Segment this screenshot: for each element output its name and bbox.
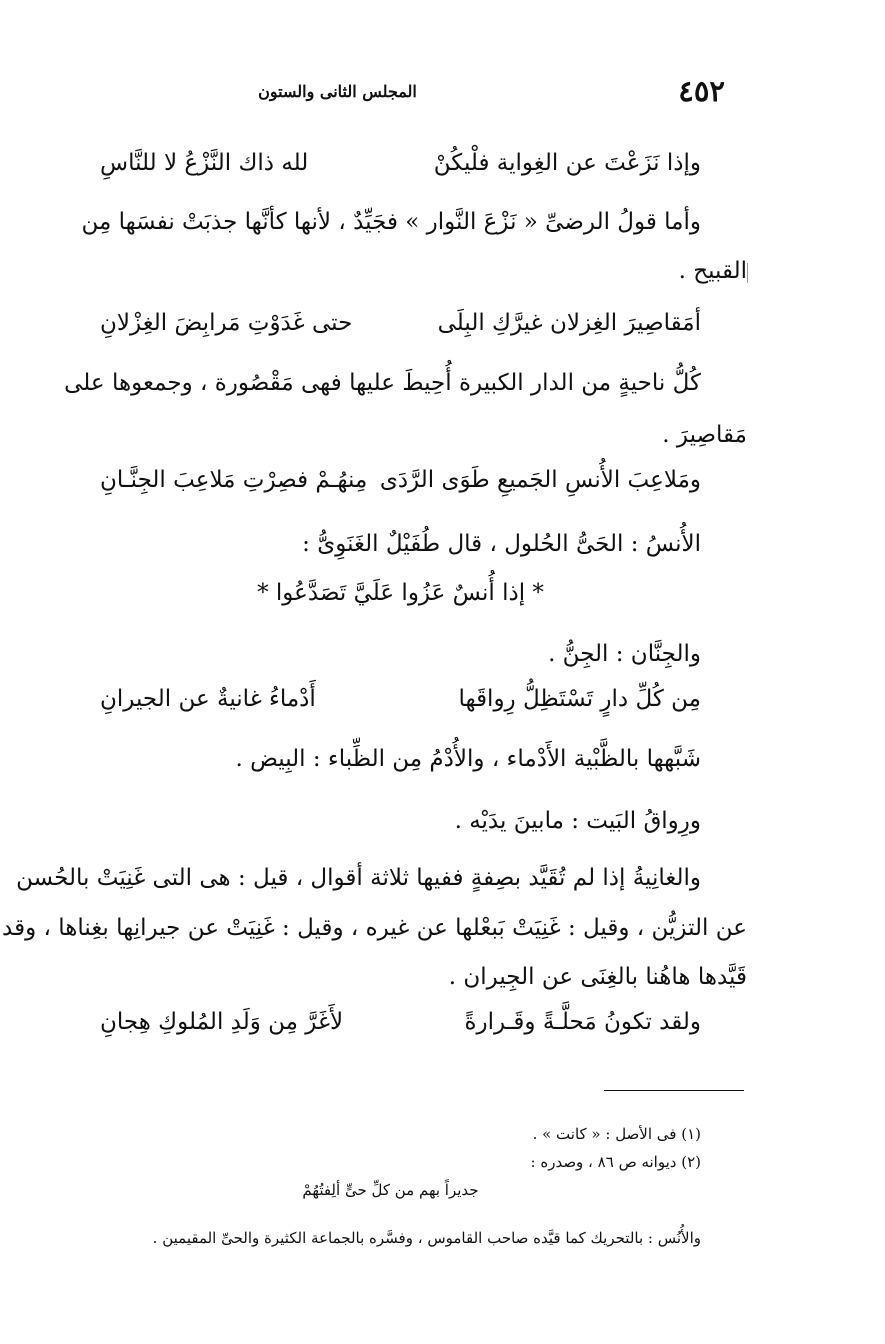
paragraph-2-line-2: مَقاصِيرَ .	[662, 422, 747, 448]
page-number: ٤٥٢	[678, 74, 725, 108]
verse-1-second-hemistich: لله ذاك النَّزْعُ لا للنَّاسِ	[100, 150, 309, 176]
verse-5	[100, 1000, 701, 1044]
verse-4	[100, 677, 701, 721]
verse-4-first-hemistich: مِن كُلِّ دارٍ تَسْتَظِلُّ رِواقَها	[458, 686, 701, 712]
verse-3-first-hemistich: ومَلاعِبَ الأُنسِ الجَميعِ طَوَى الرَّدَى	[379, 467, 701, 493]
paragraph-4-line-1: والجِنَّان : الجِنُّ .	[548, 641, 701, 667]
verse-2-second-hemistich: حتى غَدَوْتِ مَرابِضَ الغِزْلانِ	[100, 310, 353, 336]
verse-4-second-hemistich: أَدْماءُ غانيةٌ عن الجيرانِ	[100, 686, 316, 712]
margin-mark	[747, 263, 748, 283]
paragraph-7-line-3: قَيَّدها هاهُنا بالغِنَى عن الجِيران .	[448, 964, 747, 990]
verse-3	[100, 458, 701, 502]
paragraph-5-line-1: شَبَّهها بالظَّبْية الأَدْماء ، والأُدْمُ مِن الظِّباء : البِيض .	[235, 746, 701, 772]
footnote-1: (١) فى الأصل : « كانت » .	[532, 1125, 701, 1143]
paragraph-3-line-1: الأُنسُ : الحَىُّ الحُلول ، قال طُفَيْلٌ الغَنَوِىُّ :	[302, 531, 701, 557]
verse-2	[100, 301, 701, 345]
verse-3-second-hemistich: مِنهُـمْ فصِرْتِ مَلاعِبَ الجِنَّـانِ	[100, 467, 368, 493]
verse-2-first-hemistich: أمَقاصِيرَ الغِزلان غيرَّكِ البِلَى	[437, 310, 701, 336]
footnote-separator	[604, 1090, 744, 1091]
paragraph-7-line-2: عن التزيُّن ، وقيل : غَنِيَتْ بَبعْلها عن غيره ، وقيل : غَنِيَتْ عن جيرانِها بغِناها ، وقد	[2, 915, 747, 941]
footnote-2-verse: جديراً بهم من كلِّ حىٍّ ألِفتُهُمْ	[302, 1181, 479, 1199]
page-header	[60, 74, 725, 108]
paragraph-2-line-1: كُلُّ ناحيةٍ من الدار الكبيرة أُحِيطَ عليها فهى مَقْصُورة ، وجمعوها على	[64, 370, 701, 396]
paragraph-6-line-1: ورِواقُ البَيت : مابينَ يدَيْه .	[454, 808, 701, 834]
verse-1-first-hemistich: وإذا نَزَعْتَ عن الغِواية فلْيكُنْ	[433, 150, 701, 176]
running-title: المجلس الثانى والستون	[258, 82, 417, 101]
verse-5-second-hemistich: لأَغَرَّ مِن وَلَدِ المُلوكِ هِجانِ	[100, 1009, 344, 1035]
footnote-3: والأُنُس : بالتحريك كما قيَّده صاحب القاموس ، وفسَّره بالجماعة الكثيرة والحىِّ المقيمين .	[152, 1229, 701, 1247]
verse-1	[100, 141, 701, 185]
paragraph-1-line-2: القبيح .	[678, 258, 747, 284]
paragraph-1-line-1: وأما قولُ الرضىِّ « نَزْعَ النَّوار » فجَيِّدٌ ، لأنها كأنَّها جذبَتْ نفسَها مِن	[81, 209, 701, 235]
footnote-2: (٢) ديوانه ص ٨٦ ، وصدره :	[530, 1153, 701, 1171]
verse-5-first-hemistich: ولقد تكونُ مَحلَّـةً وقَـرارةً	[464, 1009, 701, 1035]
paragraph-7-line-1: والغانِيةُ إذا لم تُقَيَّد بصِفةٍ ففيها ثلاثة أقوال ، قيل : هى التى غَنِيَتْ بالحُسن	[16, 865, 701, 891]
quoted-hemistich: * إذا أُنسٌ عَزُوا عَلَيَّ تَصَدَّعُوا *	[257, 580, 544, 606]
